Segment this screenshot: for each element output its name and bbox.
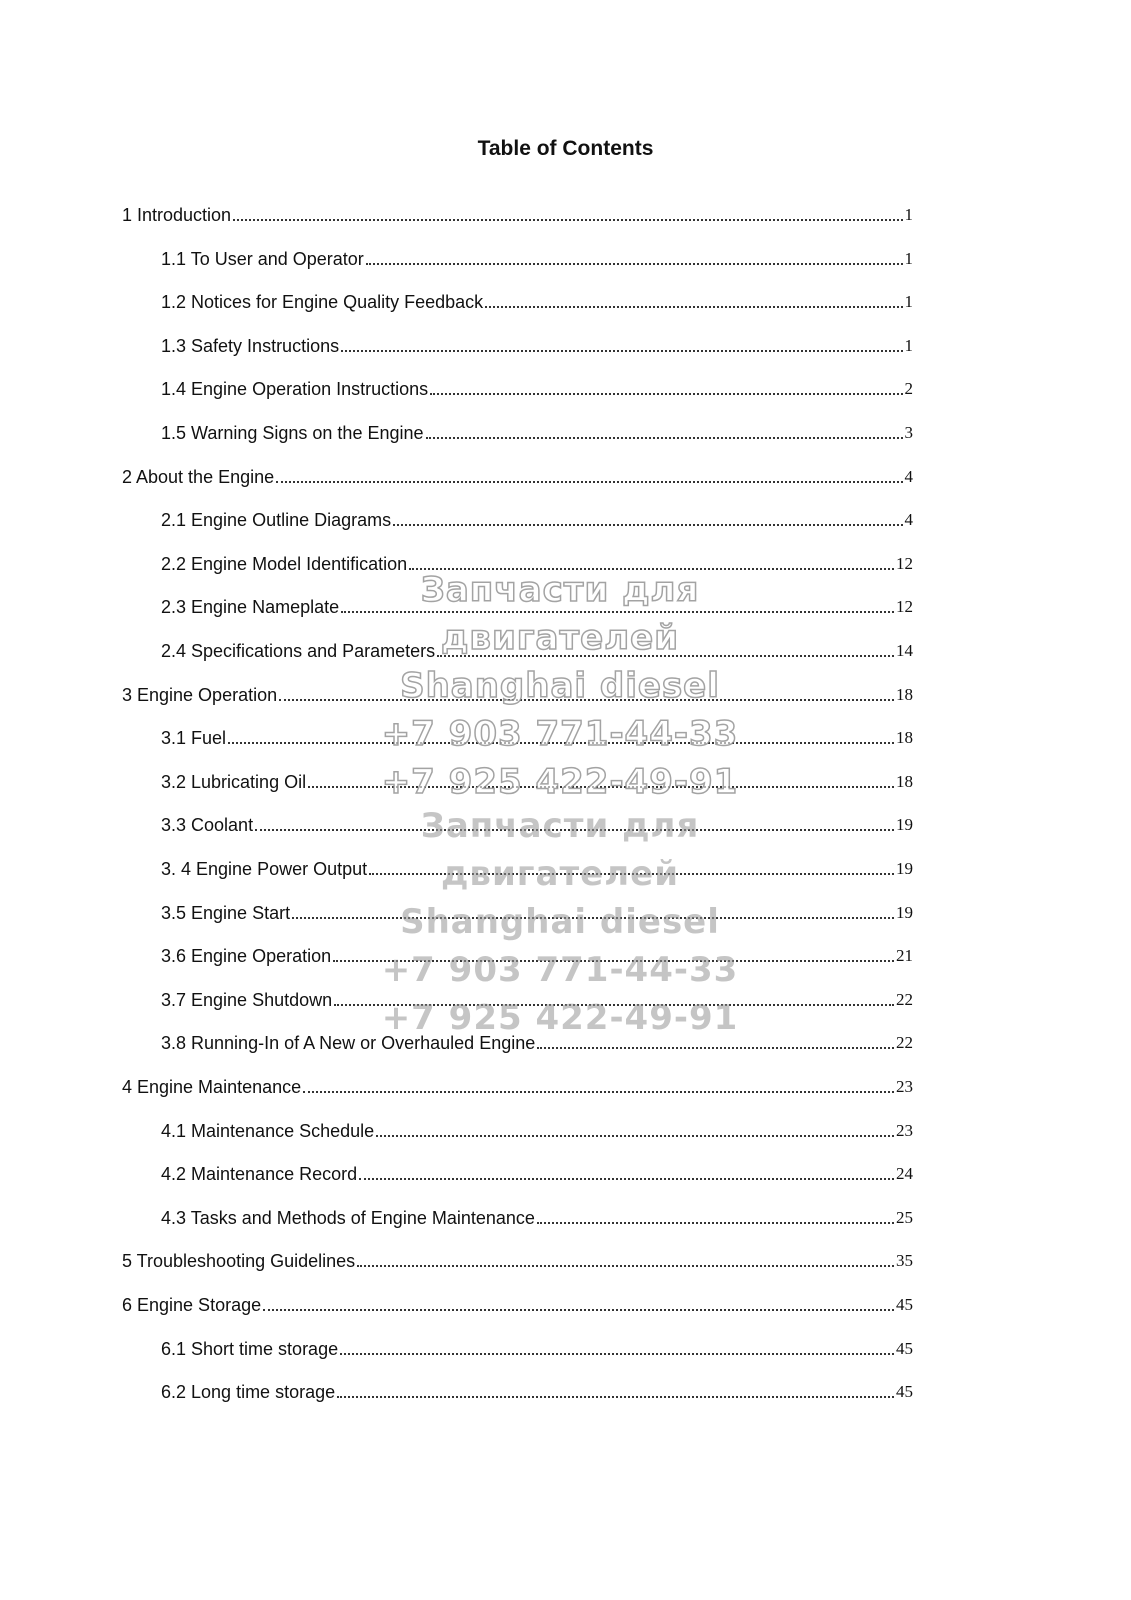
dot-leader	[337, 1396, 894, 1398]
dot-leader	[376, 1135, 894, 1137]
toc-entry-label: 2 About the Engine	[122, 466, 275, 487]
toc-entry-label: 1.2 Notices for Engine Quality Feedback	[161, 292, 484, 313]
toc-entry[interactable]	[161, 723, 913, 749]
toc-entry[interactable]	[161, 1334, 913, 1360]
toc-entry[interactable]	[122, 200, 913, 226]
toc-entry-label: 3.8 Running-In of A New or Overhauled Engine	[161, 1033, 536, 1054]
toc-entry-page-number: 18	[896, 728, 913, 748]
watermark-line: +7 903 771-44-33	[381, 714, 739, 754]
toc-entry[interactable]	[161, 1377, 913, 1403]
toc-entry-label: 3.7 Engine Shutdown	[161, 989, 333, 1010]
toc-entry-page-number: 35	[896, 1251, 913, 1271]
dot-leader	[334, 1004, 894, 1006]
dot-leader	[303, 1091, 894, 1093]
dot-leader	[340, 1353, 894, 1355]
toc-entry-label: 6.1 Short time storage	[161, 1338, 339, 1359]
dot-leader	[485, 306, 902, 308]
toc-entry-page-number: 22	[896, 989, 913, 1009]
toc-entry-page-number: 1	[904, 292, 913, 312]
toc-entry-label: 6.2 Long time storage	[161, 1382, 336, 1403]
dot-leader	[341, 350, 902, 352]
toc-entry-page-number: 4	[904, 510, 913, 530]
dot-leader	[333, 960, 894, 962]
toc-entry-page-number: 1	[904, 248, 913, 268]
watermark-line: +7 925 422-49-91	[381, 762, 739, 802]
toc-entry-label: 2.4 Specifications and Parameters	[161, 641, 436, 661]
dot-leader	[233, 219, 902, 221]
toc-entry[interactable]	[161, 636, 913, 662]
toc-entry-page-number: 12	[896, 553, 913, 573]
toc-entry-page-number: 19	[896, 859, 913, 878]
toc-entry-label: 5 Troubleshooting Guidelines	[122, 1251, 356, 1272]
toc-entry[interactable]	[161, 1203, 913, 1229]
toc-entry-page-number: 19	[896, 815, 913, 835]
dot-leader	[437, 655, 894, 657]
toc-entry-page-number: 25	[896, 1207, 913, 1227]
toc-entry-page-number: 1	[904, 335, 913, 355]
toc-entry-label: 1 Introduction	[122, 205, 232, 225]
toc-entry[interactable]	[161, 854, 913, 880]
toc-entry-page-number: 12	[896, 597, 913, 617]
toc-entry-page-number: 23	[896, 1077, 913, 1096]
toc-entry[interactable]	[161, 1159, 913, 1185]
toc-entry[interactable]	[161, 767, 913, 793]
toc-entry-label: 1.1 To User and Operator	[161, 248, 364, 269]
toc-entry-label: 2.1 Engine Outline Diagrams	[161, 510, 392, 531]
dot-leader	[308, 786, 894, 788]
watermark-line: Shanghai diesel	[400, 666, 720, 706]
toc-entry[interactable]	[161, 244, 913, 270]
toc-entry-page-number: 21	[896, 946, 913, 966]
toc-entry[interactable]	[122, 1246, 913, 1272]
toc-entry[interactable]	[161, 592, 913, 618]
toc-entry[interactable]	[161, 985, 913, 1011]
toc-entry[interactable]	[122, 462, 913, 488]
toc-entry-label: 2.3 Engine Nameplate	[161, 597, 340, 618]
toc-entry[interactable]	[122, 1072, 913, 1098]
toc-entry-page-number: 14	[896, 641, 913, 660]
toc-entry-label: 3.6 Engine Operation	[161, 946, 332, 967]
dot-leader	[369, 873, 894, 875]
toc-entry-label: 1.3 Safety Instructions	[161, 335, 340, 356]
watermark-line: +7 903 771-44-33	[381, 950, 739, 990]
toc-entry-label: 1.4 Engine Operation Instructions	[161, 379, 429, 400]
dot-leader	[430, 393, 902, 395]
watermark-line: Запчасти для двигателей	[420, 806, 700, 894]
dot-leader	[537, 1222, 894, 1224]
toc-entry[interactable]	[161, 549, 913, 575]
page-title: Table of Contents	[477, 137, 654, 160]
toc-entry-page-number: 3	[904, 423, 913, 442]
toc-entry-label: 4.3 Tasks and Methods of Engine Maintenance	[161, 1207, 535, 1228]
toc-entry-label: 3.3 Coolant	[161, 815, 254, 836]
toc-entry-label: 1.5 Warning Signs on the Engine	[161, 423, 424, 443]
toc-entry[interactable]	[122, 1290, 913, 1316]
toc-entry[interactable]	[161, 810, 913, 836]
toc-entry-label: 2.2 Engine Model Identification	[161, 553, 408, 574]
toc-entry[interactable]	[161, 1116, 913, 1142]
dot-leader	[292, 917, 894, 919]
toc-entry-label: 4 Engine Maintenance	[122, 1077, 302, 1097]
toc-entry-label: 3. 4 Engine Power Output	[161, 859, 368, 879]
toc-entry-label: 4.1 Maintenance Schedule	[161, 1120, 375, 1141]
toc-entry-label: 3 Engine Operation	[122, 684, 278, 705]
toc-entry-page-number: 2	[904, 379, 913, 399]
toc-entry-page-number: 45	[896, 1295, 913, 1314]
dot-leader	[263, 1309, 894, 1311]
dot-leader	[357, 1265, 894, 1267]
toc-entry-page-number: 4	[904, 466, 913, 486]
dot-leader	[393, 524, 902, 526]
dot-leader	[537, 1047, 894, 1049]
toc-entry[interactable]	[161, 287, 913, 313]
toc-entry-page-number: 18	[896, 771, 913, 791]
watermark-line: +7 925 422-49-91	[381, 998, 739, 1038]
dot-leader	[276, 481, 902, 483]
toc-entry-page-number: 45	[896, 1382, 913, 1402]
toc-entry-page-number: 23	[896, 1120, 913, 1140]
toc-entry[interactable]	[161, 331, 913, 357]
toc-entry[interactable]	[122, 680, 913, 706]
dot-leader	[409, 568, 894, 570]
toc-entry-label: 3.2 Lubricating Oil	[161, 771, 307, 792]
toc-entry[interactable]	[161, 1028, 913, 1054]
toc-entry-label: 3.1 Fuel	[161, 728, 227, 749]
toc-entry[interactable]	[161, 505, 913, 531]
toc-entry-page-number: 18	[896, 684, 913, 704]
toc-entry-page-number: 19	[896, 902, 913, 922]
toc-entry[interactable]	[161, 898, 913, 924]
toc-entry-page-number: 45	[896, 1338, 913, 1358]
dot-leader	[279, 699, 894, 701]
watermark-line: Shanghai diesel	[400, 902, 720, 942]
toc-entry[interactable]	[161, 941, 913, 967]
dot-leader	[228, 742, 894, 744]
toc-entry-page-number: 22	[896, 1033, 913, 1053]
toc-entry-page-number: 24	[896, 1164, 913, 1184]
toc-entry-label: 4.2 Maintenance Record	[161, 1164, 358, 1185]
toc-entry-page-number: 1	[904, 205, 913, 224]
toc-entry-label: 3.5 Engine Start	[161, 902, 291, 923]
dot-leader	[255, 829, 894, 831]
dot-leader	[341, 611, 894, 613]
watermark-line: Запчасти для двигателей	[420, 570, 700, 658]
dot-leader	[366, 263, 903, 265]
dot-leader	[359, 1178, 894, 1180]
toc-entry-label: 6 Engine Storage	[122, 1295, 262, 1315]
toc-entry[interactable]	[161, 418, 913, 444]
dot-leader	[426, 437, 903, 439]
toc-entry[interactable]	[161, 374, 913, 400]
